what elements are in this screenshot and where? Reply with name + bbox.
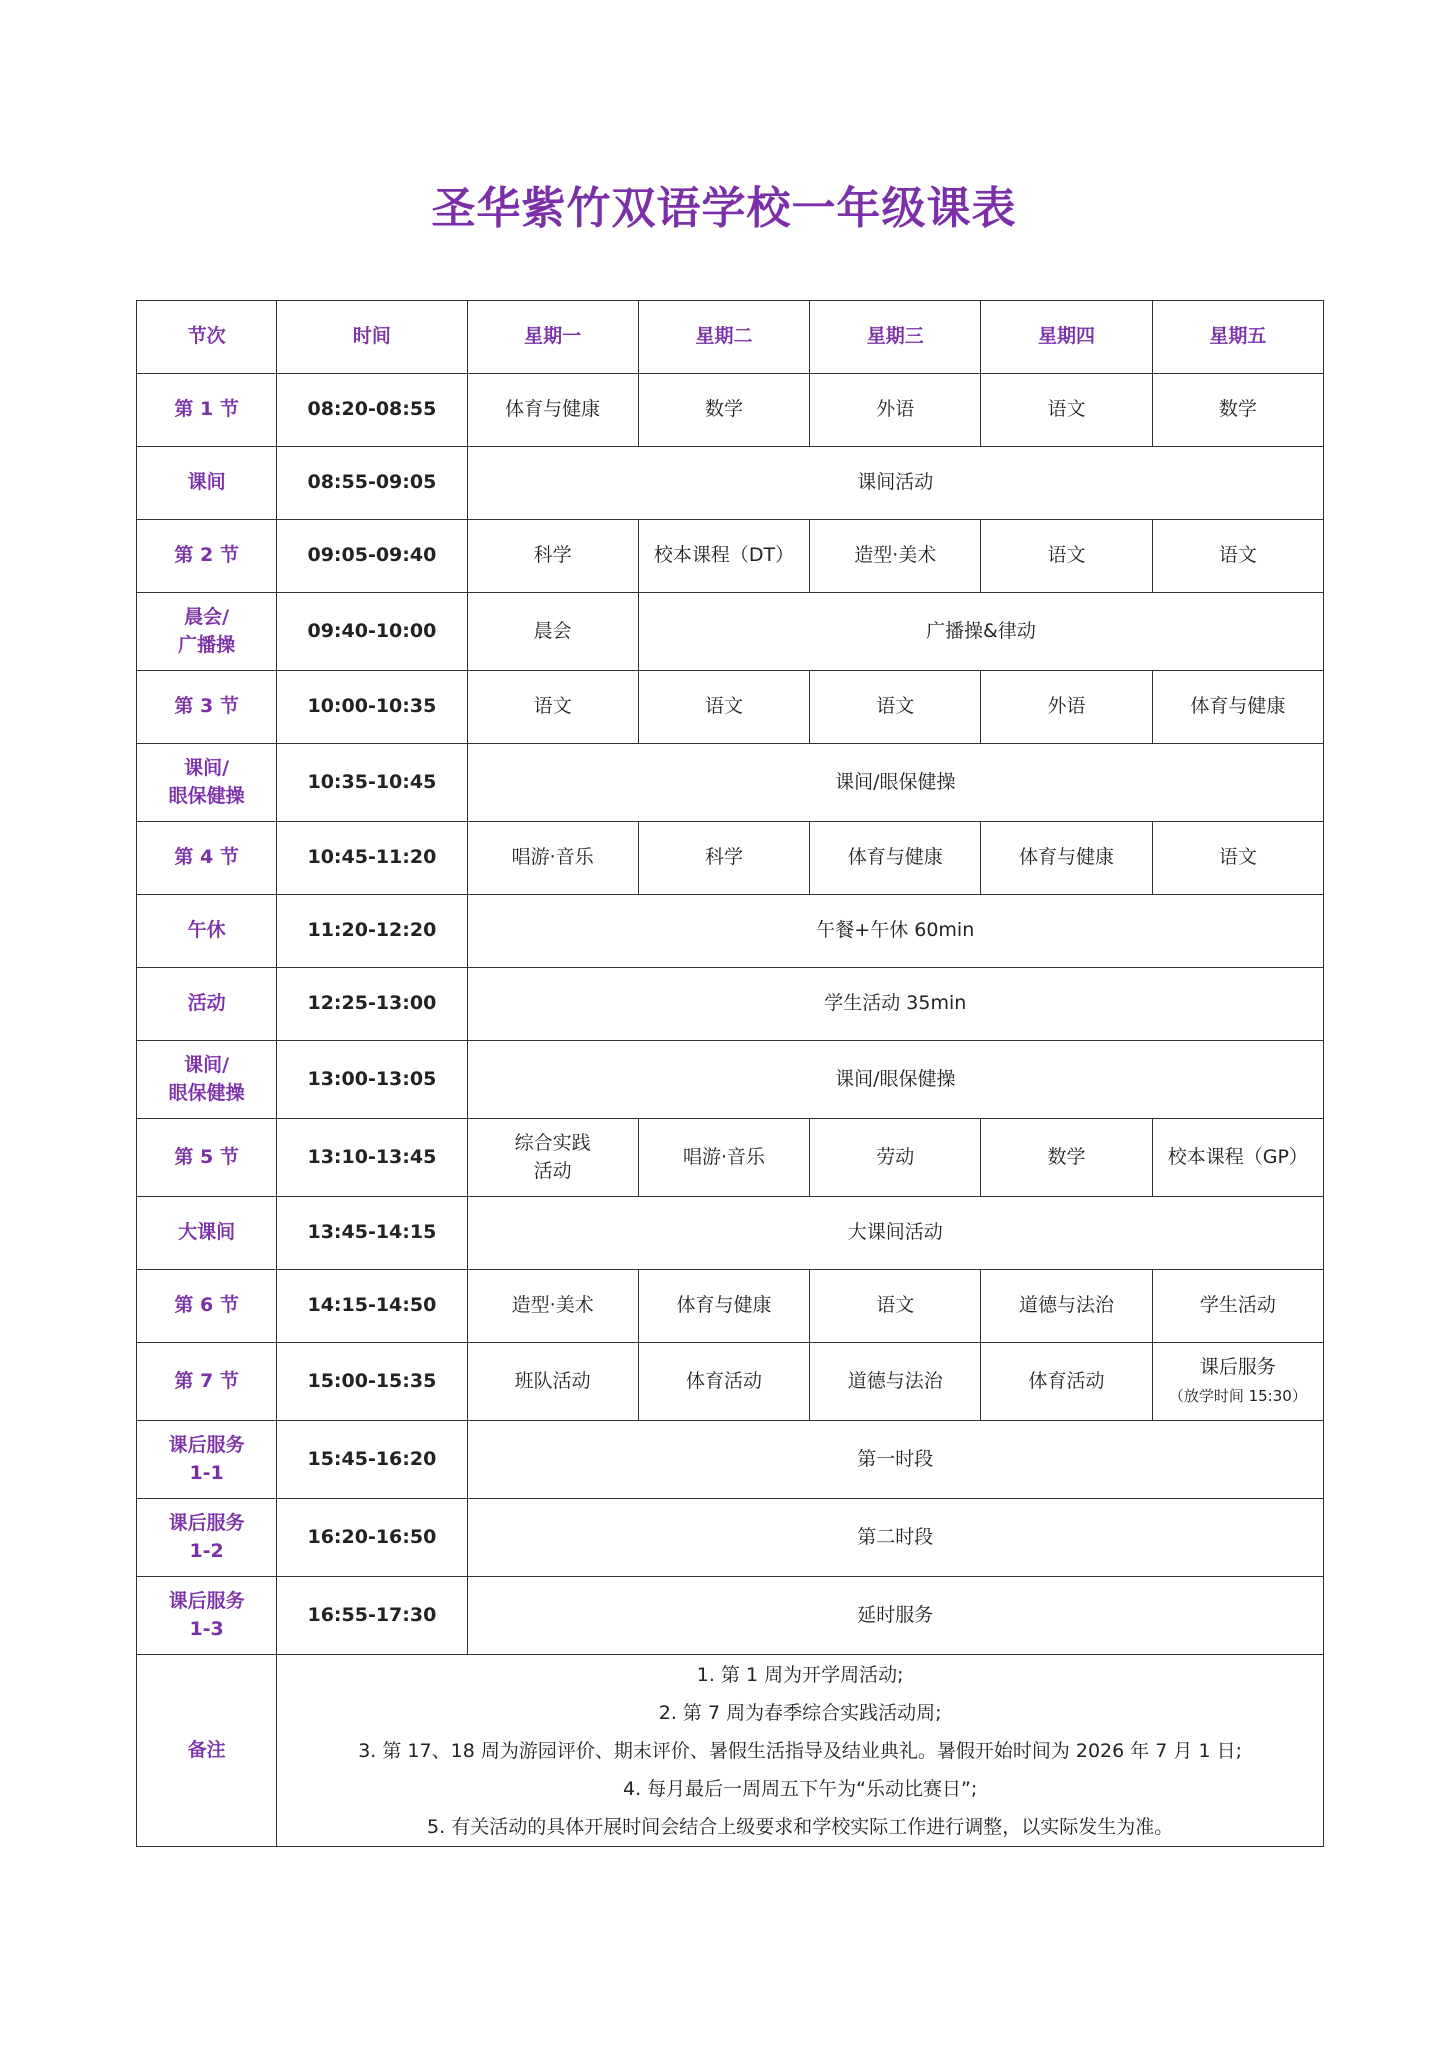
time-cell: 15:00-15:35 bbox=[277, 1343, 467, 1421]
period-label: 第 7 节 bbox=[174, 1369, 239, 1392]
time-cell: 16:55-17:30 bbox=[277, 1577, 467, 1655]
subject-cell: 语文 bbox=[467, 671, 638, 744]
notes-row bbox=[137, 1655, 1324, 1847]
dismissal-note: （放学时间 15:30） bbox=[1168, 1386, 1307, 1405]
table-row bbox=[137, 895, 1324, 968]
subject-cell: 科学 bbox=[467, 520, 638, 593]
period-label: 第 4 节 bbox=[174, 846, 239, 869]
period-label: 第 2 节 bbox=[174, 544, 239, 567]
period-label: 1-3 bbox=[189, 1617, 224, 1640]
table-row bbox=[137, 1041, 1324, 1119]
period-cell bbox=[137, 1119, 277, 1197]
table-row bbox=[137, 1270, 1324, 1343]
activity-cell: 学生活动 35min bbox=[467, 968, 1323, 1041]
period-cell bbox=[137, 895, 277, 968]
subject-label: 活动 bbox=[533, 1159, 572, 1182]
period-label: 活动 bbox=[187, 992, 226, 1015]
note-line: 5. 有关活动的具体开展时间会结合上级要求和学校实际工作进行调整，以实际发生为准。 bbox=[427, 1815, 1174, 1838]
subject-cell: 体育与健康 bbox=[1152, 671, 1323, 744]
subject-cell: 体育与健康 bbox=[810, 822, 981, 895]
period-label: 晨会/ bbox=[184, 605, 230, 628]
subject-cell: 道德与法治 bbox=[981, 1270, 1152, 1343]
subject-cell: 劳动 bbox=[810, 1119, 981, 1197]
subject-cell: 语文 bbox=[810, 1270, 981, 1343]
period-cell bbox=[137, 1577, 277, 1655]
subject-cell: 体育与健康 bbox=[638, 1270, 809, 1343]
period-cell bbox=[137, 968, 277, 1041]
activity-cell: 广播操&律动 bbox=[638, 593, 1323, 671]
notes-label: 备注 bbox=[137, 1655, 277, 1847]
subject-cell: 数学 bbox=[1152, 374, 1323, 447]
subject-cell: 体育活动 bbox=[981, 1343, 1152, 1421]
subject-cell: 校本课程（DT） bbox=[638, 520, 809, 593]
note-line: 2. 第 7 周为春季综合实践活动周; bbox=[658, 1701, 942, 1724]
table-row bbox=[137, 744, 1324, 822]
period-label: 大课间 bbox=[178, 1221, 236, 1244]
time-cell: 12:25-13:00 bbox=[277, 968, 467, 1041]
period-label: 第 6 节 bbox=[174, 1294, 239, 1317]
time-cell: 10:45-11:20 bbox=[277, 822, 467, 895]
time-cell: 14:15-14:50 bbox=[277, 1270, 467, 1343]
activity-cell: 大课间活动 bbox=[467, 1197, 1323, 1270]
header-monday: 星期一 bbox=[467, 301, 638, 374]
period-label: 广播操 bbox=[178, 633, 236, 656]
header-period: 节次 bbox=[137, 301, 277, 374]
subject-cell: 晨会 bbox=[467, 593, 638, 671]
period-label: 课后服务 bbox=[168, 1589, 245, 1612]
page-title: 圣华紫竹双语学校一年级课表 bbox=[431, 183, 1017, 234]
table-row bbox=[137, 447, 1324, 520]
activity-cell: 午餐+午休 60min bbox=[467, 895, 1323, 968]
subject-cell: 数学 bbox=[638, 374, 809, 447]
table-row bbox=[137, 1197, 1324, 1270]
activity-cell: 课间/眼保健操 bbox=[467, 1041, 1323, 1119]
subject-cell bbox=[467, 1119, 638, 1197]
period-label: 课间/ bbox=[184, 1053, 230, 1076]
time-cell: 13:00-13:05 bbox=[277, 1041, 467, 1119]
table-row bbox=[137, 822, 1324, 895]
period-cell bbox=[137, 1421, 277, 1499]
time-cell: 11:20-12:20 bbox=[277, 895, 467, 968]
time-cell: 10:35-10:45 bbox=[277, 744, 467, 822]
period-label: 第 3 节 bbox=[174, 695, 239, 718]
notes-cell bbox=[277, 1655, 1324, 1847]
activity-cell: 第一时段 bbox=[467, 1421, 1323, 1499]
subject-cell: 唱游·音乐 bbox=[467, 822, 638, 895]
header-time: 时间 bbox=[277, 301, 467, 374]
period-cell bbox=[137, 374, 277, 447]
time-cell: 15:45-16:20 bbox=[277, 1421, 467, 1499]
time-cell: 13:10-13:45 bbox=[277, 1119, 467, 1197]
activity-cell: 延时服务 bbox=[467, 1577, 1323, 1655]
subject-cell: 校本课程（GP） bbox=[1152, 1119, 1323, 1197]
time-cell: 08:55-09:05 bbox=[277, 447, 467, 520]
table-row bbox=[137, 1577, 1324, 1655]
period-label: 课间/ bbox=[184, 756, 230, 779]
activity-cell: 第二时段 bbox=[467, 1499, 1323, 1577]
header-wednesday: 星期三 bbox=[810, 301, 981, 374]
table-row bbox=[137, 968, 1324, 1041]
subject-label: 综合实践 bbox=[514, 1131, 591, 1154]
subject-cell: 班队活动 bbox=[467, 1343, 638, 1421]
subject-cell: 唱游·音乐 bbox=[638, 1119, 809, 1197]
period-label: 课后服务 bbox=[168, 1511, 245, 1534]
table-row bbox=[137, 593, 1324, 671]
subject-cell: 数学 bbox=[981, 1119, 1152, 1197]
time-cell: 09:40-10:00 bbox=[277, 593, 467, 671]
subject-cell: 语文 bbox=[981, 520, 1152, 593]
subject-label: 课后服务 bbox=[1199, 1355, 1276, 1378]
subject-cell: 外语 bbox=[981, 671, 1152, 744]
subject-cell: 造型·美术 bbox=[810, 520, 981, 593]
table-row bbox=[137, 1343, 1324, 1421]
period-cell bbox=[137, 1041, 277, 1119]
period-cell bbox=[137, 1270, 277, 1343]
period-cell bbox=[137, 744, 277, 822]
header-tuesday: 星期二 bbox=[638, 301, 809, 374]
period-label: 眼保健操 bbox=[168, 784, 245, 807]
period-label: 第 1 节 bbox=[174, 398, 239, 421]
time-cell: 13:45-14:15 bbox=[277, 1197, 467, 1270]
table-row bbox=[137, 1119, 1324, 1197]
period-cell bbox=[137, 1197, 277, 1270]
period-cell bbox=[137, 1499, 277, 1577]
subject-cell: 体育与健康 bbox=[981, 822, 1152, 895]
table-row bbox=[137, 374, 1324, 447]
schedule-table bbox=[136, 300, 1324, 1847]
subject-cell: 语文 bbox=[810, 671, 981, 744]
period-label: 1-2 bbox=[189, 1539, 224, 1562]
subject-cell: 学生活动 bbox=[1152, 1270, 1323, 1343]
time-cell: 09:05-09:40 bbox=[277, 520, 467, 593]
period-cell bbox=[137, 822, 277, 895]
period-label: 午休 bbox=[187, 919, 226, 942]
period-cell bbox=[137, 447, 277, 520]
table-row bbox=[137, 520, 1324, 593]
activity-cell: 课间活动 bbox=[467, 447, 1323, 520]
period-cell bbox=[137, 520, 277, 593]
period-cell bbox=[137, 671, 277, 744]
subject-cell: 科学 bbox=[638, 822, 809, 895]
subject-cell: 语文 bbox=[1152, 520, 1323, 593]
note-line: 1. 第 1 周为开学周活动; bbox=[696, 1663, 904, 1686]
period-label: 第 5 节 bbox=[174, 1145, 239, 1168]
time-cell: 08:20-08:55 bbox=[277, 374, 467, 447]
activity-cell: 课间/眼保健操 bbox=[467, 744, 1323, 822]
period-cell bbox=[137, 593, 277, 671]
note-line: 3. 第 17、18 周为游园评价、期末评价、暑假生活指导及结业典礼。暑假开始时间为 2026 年 7 月 1 日; bbox=[358, 1739, 1242, 1762]
period-label: 眼保健操 bbox=[168, 1081, 245, 1104]
subject-cell: 语文 bbox=[1152, 822, 1323, 895]
time-cell: 10:00-10:35 bbox=[277, 671, 467, 744]
subject-cell: 道德与法治 bbox=[810, 1343, 981, 1421]
subject-cell bbox=[1152, 1343, 1323, 1421]
subject-cell: 造型·美术 bbox=[467, 1270, 638, 1343]
time-cell: 16:20-16:50 bbox=[277, 1499, 467, 1577]
table-row bbox=[137, 1421, 1324, 1499]
period-label: 课后服务 bbox=[168, 1433, 245, 1456]
header-thursday: 星期四 bbox=[981, 301, 1152, 374]
period-label: 1-1 bbox=[189, 1461, 224, 1484]
subject-cell: 语文 bbox=[638, 671, 809, 744]
note-line: 4. 每月最后一周周五下午为“乐动比赛日”; bbox=[622, 1777, 978, 1800]
subject-cell: 外语 bbox=[810, 374, 981, 447]
header-row bbox=[137, 301, 1324, 374]
table-row bbox=[137, 1499, 1324, 1577]
table-row bbox=[137, 671, 1324, 744]
header-friday: 星期五 bbox=[1152, 301, 1323, 374]
period-cell bbox=[137, 1343, 277, 1421]
subject-cell: 体育与健康 bbox=[467, 374, 638, 447]
period-label: 课间 bbox=[187, 471, 226, 494]
subject-cell: 语文 bbox=[981, 374, 1152, 447]
subject-cell: 体育活动 bbox=[638, 1343, 809, 1421]
